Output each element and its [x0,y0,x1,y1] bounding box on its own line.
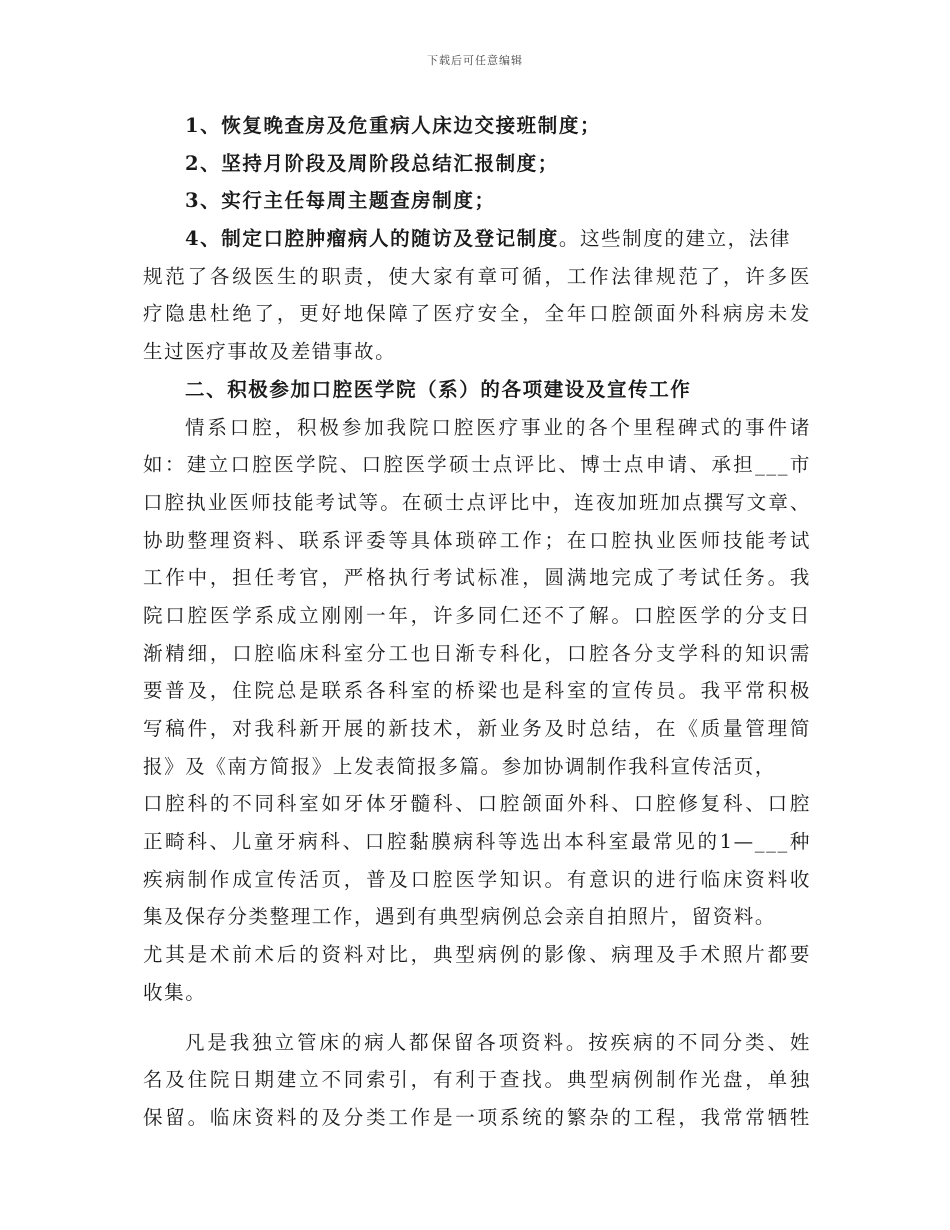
paragraph-line: 集及保存分类整理工作，遇到有典型病例总会亲自拍照片，留资料。 [143,905,777,929]
paragraph-gap [143,1012,811,1024]
paragraph-line: 报》及《南方简报》上发表简报多篇。参加协调制作我科宣传活页， [143,754,777,778]
list-item-3: 3、实行主任每周主题查房制度； [185,189,496,213]
paragraph-line: 要普及，住院总是联系各科室的桥梁也是科室的宣传员。我平常积极 [143,679,811,703]
paragraph-line: 保留。临床资料的及分类工作是一项系统的繁杂的工程，我常常牺牲 [143,1105,811,1129]
paragraph-line: 凡是我独立管床的病人都保留各项资料。按疾病的不同分类、姓 [185,1030,811,1054]
paragraph-line: 渐精细，口腔临床科室分工也日渐专科化，口腔各分支学科的知识需 [143,641,811,665]
paragraph-line: 收集。 [143,980,207,1004]
paragraph-line: 规范了各级医生的职责，使大家有章可循，工作法律规范了，许多医 [143,264,811,288]
paragraph-line: 名及住院日期建立不同索引，有利于查找。典型病例制作光盘，单独 [143,1068,811,1092]
paragraph-line: 写稿件，对我科新开展的新技术，新业务及时总结，在《质量管理简 [143,717,811,740]
paragraph-line: 正畸科、儿童牙病科、口腔黏膜病科等选出本科室最常见的1—___种 [143,830,811,854]
paragraph-line: 口腔科的不同科室如牙体牙髓科、口腔颌面外科、口腔修复科、口腔 [143,792,811,816]
paragraph-line: 尤其是术前术后的资料对比，典型病例的影像、病理及手术照片都要 [143,943,811,967]
list-item-4 [143,220,811,258]
list-item-4-text: 。这些制度的建立，法律 [558,227,791,251]
paragraph-line: 工作中，担任考官，严格执行考试标准，圆满地完成了考试任务。我 [143,566,811,590]
paragraph-line: 如：建立口腔医学院、口腔医学硕士点评比、博士点申请、承担___市 [143,453,811,477]
document-body [143,107,811,1137]
section-heading: 二、积极参加口腔医学院（系）的各项建设及宣传工作 [185,377,692,401]
paragraph-line: 疗隐患杜绝了，更好地保障了医疗安全，全年口腔颌面外科病房未发 [143,302,811,326]
paragraph-line: 协助整理资料、联系评委等具体琐碎工作；在口腔执业医师技能考试 [143,528,811,552]
list-item-2: 2、坚持月阶段及周阶段总结汇报制度； [185,151,559,175]
paragraph-line: 口腔执业医师技能考试等。在硕士点评比中，连夜加班加点撰写文章、 [143,490,811,514]
list-item-1: 1、恢复晚查房及危重病人床边交接班制度； [185,114,602,137]
page-header: 下载后可任意编辑 [427,54,523,67]
paragraph-line: 情系口腔，积极参加我院口腔医疗事业的各个里程碑式的事件诸 [185,415,811,439]
paragraph-line: 疾病制作成宣传活页，普及口腔医学知识。有意识的进行临床资料收 [143,867,811,891]
paragraph-line: 生过医疗事故及差错事故。 [143,340,397,364]
paragraph-line: 院口腔医学系成立刚刚一年，许多同仁还不了解。口腔医学的分支日 [143,603,811,627]
list-item-4-title: 4、制定口腔肿瘤病人的随访及登记制度 [185,227,559,251]
